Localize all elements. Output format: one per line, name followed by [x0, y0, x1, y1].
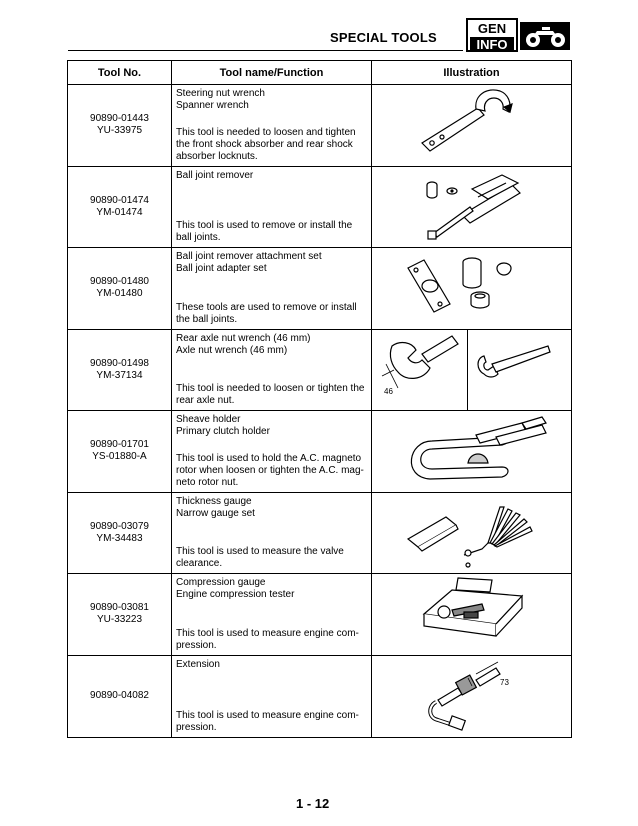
tool-number-alt: YM-34483 [96, 532, 143, 544]
table-row [68, 656, 571, 738]
tool-number: 90890-01443 [90, 113, 149, 125]
illustration-cell [372, 330, 571, 411]
tool-number-cell [68, 574, 172, 655]
table-row [68, 411, 571, 493]
badge-line-2: INFO [470, 37, 514, 52]
tool-number: 90890-01498 [90, 357, 149, 369]
tool-name-cell [172, 330, 372, 411]
tool-function: These tools are used to remove or install the ball joints. [176, 301, 357, 325]
tool-number: 90890-03079 [90, 520, 149, 532]
page-number: 1 - 12 [296, 796, 330, 811]
illustration-cell [372, 411, 571, 492]
illustration-cell [372, 574, 571, 655]
table-row [68, 85, 571, 167]
ball-joint-adapter-set-icon [372, 248, 571, 329]
compression-gauge-icon [372, 574, 571, 655]
tool-name-alt: Primary clutch holder [176, 426, 270, 437]
tool-name-alt: Ball joint adapter set [176, 263, 267, 274]
tool-name-cell [172, 85, 372, 166]
illustration-cell [372, 493, 571, 574]
tool-number: 90890-04082 [90, 690, 149, 702]
tool-number-alt: YM-01480 [96, 288, 143, 300]
table-row [68, 574, 571, 656]
spanner-wrench-icon [372, 85, 571, 166]
illustration-cell [372, 248, 571, 329]
illustration-cell [372, 85, 571, 166]
column-header-illustration: Illustration [443, 66, 500, 79]
tool-name: Rear axle nut wrench (46 mm) [176, 332, 311, 344]
tool-function: This tool is used to measure engine com-pression. [176, 627, 359, 651]
special-tools-table [67, 60, 572, 738]
tool-name-cell [172, 493, 372, 574]
tool-number-alt: YM-01474 [96, 206, 143, 218]
atv-icon [520, 22, 570, 50]
tool-name-cell [172, 656, 372, 738]
tool-number-alt: YU-33975 [96, 125, 143, 137]
tool-name: Extension [176, 658, 220, 670]
axle-nut-wrench-icon [372, 330, 571, 411]
tool-number-cell [68, 493, 172, 574]
tool-number: 90890-03081 [90, 602, 149, 614]
table-row [68, 493, 571, 575]
tool-number-cell [68, 656, 172, 738]
tool-function: This tool is needed to loosen and tighten the front shock absorber and rear shock absorber locknuts. [176, 126, 356, 162]
tool-number-cell [68, 411, 172, 492]
tool-name-cell [172, 574, 372, 655]
tool-name: Sheave holder [176, 414, 241, 425]
dimension-label: 46 [384, 386, 393, 396]
dimension-label: 73 [500, 677, 509, 687]
tool-name-alt: Spanner wrench [176, 100, 249, 111]
tool-number-cell [68, 330, 172, 411]
page-section-title: SPECIAL TOOLS [330, 30, 437, 45]
tool-function: This tool is used to measure engine com-pression. [176, 710, 359, 733]
tool-function: This tool is needed to loosen or tighten the rear axle nut. [176, 383, 365, 406]
ball-joint-remover-icon [372, 167, 571, 248]
thickness-gauge-icon [372, 493, 571, 574]
header-rule [68, 50, 463, 51]
column-header-tool-name: Tool name/Function [172, 61, 372, 84]
extension-hose-icon [372, 656, 571, 737]
tool-name-alt: Engine compression tester [176, 589, 295, 600]
illustration-cell [372, 167, 571, 248]
tool-function: This tool is used to measure the valve clearance. [176, 546, 344, 569]
tool-name: Ball joint remover [176, 169, 254, 181]
tool-name-alt: Axle nut wrench (46 mm) [176, 344, 288, 356]
badge-line-1: GEN [477, 21, 507, 36]
tool-name-cell [172, 167, 372, 248]
tool-name-alt: Narrow gauge set [176, 507, 255, 519]
table-row [68, 167, 571, 249]
tool-name: Steering nut wrench [176, 88, 265, 99]
sheave-holder-icon [372, 411, 571, 492]
tool-name: Ball joint remover attachment set [176, 251, 322, 262]
tool-name-cell [172, 411, 372, 492]
column-header-tool-no: Tool No. [68, 61, 172, 84]
tool-function: This tool is used to hold the A.C. magneto rotor when loosen or tighten the A.C. mag-neto rotor nut. [176, 452, 364, 488]
tool-number: 90890-01480 [90, 276, 149, 288]
tool-number: 90890-01474 [90, 194, 149, 206]
table-row [68, 248, 571, 330]
illustration-divider [467, 330, 468, 411]
tool-name: Thickness gauge [176, 495, 252, 507]
tool-number-cell [68, 167, 172, 248]
tool-function: This tool is used to remove or install the ball joints. [176, 220, 353, 243]
tool-name-cell [172, 248, 372, 329]
tool-number-alt: YM-37134 [96, 369, 143, 381]
tool-number-cell [68, 85, 172, 166]
gen-info-badge [466, 18, 518, 52]
table-row [68, 330, 571, 412]
tool-number: 90890-01701 [90, 439, 149, 451]
tool-number-cell [68, 248, 172, 329]
tool-number-alt: YU-33223 [96, 614, 143, 626]
tool-name: Compression gauge [176, 577, 266, 588]
illustration-cell [372, 656, 571, 738]
table-header [68, 61, 571, 85]
tool-number-alt: YS-01880-A [92, 451, 147, 463]
